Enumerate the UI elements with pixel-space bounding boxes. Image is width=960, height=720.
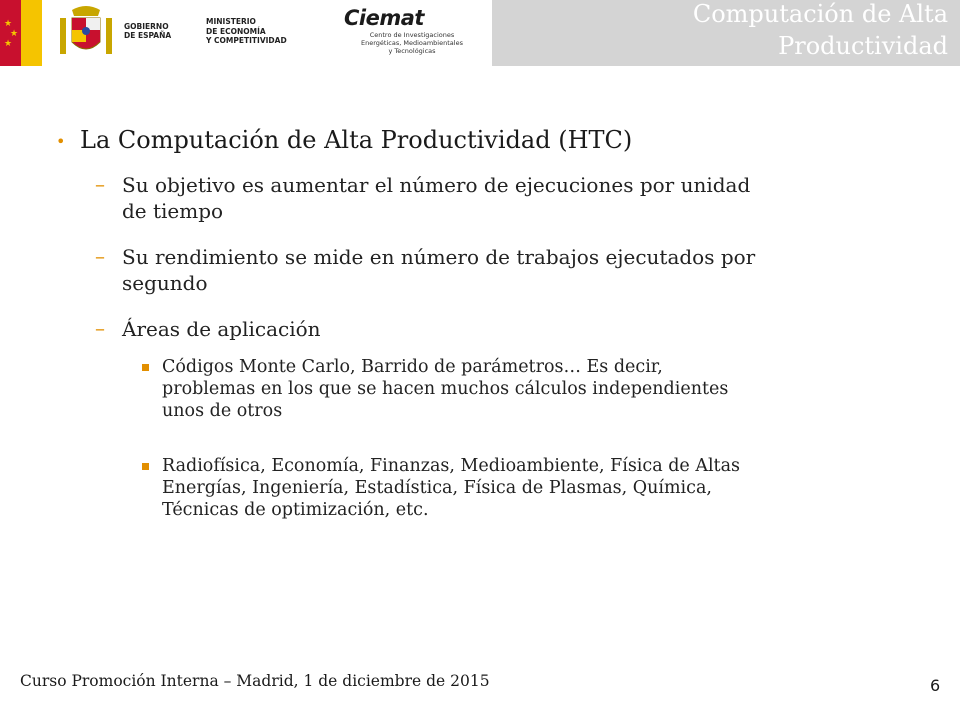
bullet-icon: • [56, 132, 66, 151]
sub-list-item: Radiofísica, Economía, Finanzas, Medioambiente, Física de Altas Energías, Ingeniería, Estadística, Física de Plasmas, Química, Técnicas de optimización, etc. [162, 456, 740, 520]
square-bullet-icon [142, 364, 149, 371]
ciemat-wordmark: Ciemat [344, 6, 424, 30]
list-item: Su rendimiento se mide en número de trabajos ejecutados por segundo [122, 245, 756, 295]
slide-title: Computación de Alta Productividad [692, 0, 948, 60]
page-number: 6 [930, 676, 941, 695]
ministry-label: MINISTERIO DE ECONOMÍA Y COMPETITIVIDAD [206, 17, 287, 45]
star-icon: ★ [10, 29, 19, 39]
star-icon: ★ [4, 39, 13, 49]
dash-bullet-icon: – [95, 316, 105, 340]
square-bullet-icon [142, 463, 149, 470]
list-item: Áreas de aplicación [122, 317, 321, 341]
dash-bullet-icon: – [95, 172, 105, 196]
dash-bullet-icon: – [95, 244, 105, 268]
list-item: Su objetivo es aumentar el número de ejecuciones por unidad de tiempo [122, 173, 751, 223]
star-icon: ★ [4, 19, 13, 29]
ciemat-subtitle: Centro de Investigaciones Energéticas, Medioambientales y Tecnológicas [361, 31, 463, 55]
sub-list-item: Códigos Monte Carlo, Barrido de parámetros… Es decir, problemas en los que se hacen muchos cálculos independientes unos de otros [162, 357, 729, 421]
section-heading: La Computación de Alta Productividad (HTC) [80, 126, 633, 154]
government-label: GOBIERNO DE ESPAÑA [124, 22, 172, 40]
footer-course: Curso Promoción Interna – Madrid, 1 de diciembre de 2015 [20, 672, 490, 690]
